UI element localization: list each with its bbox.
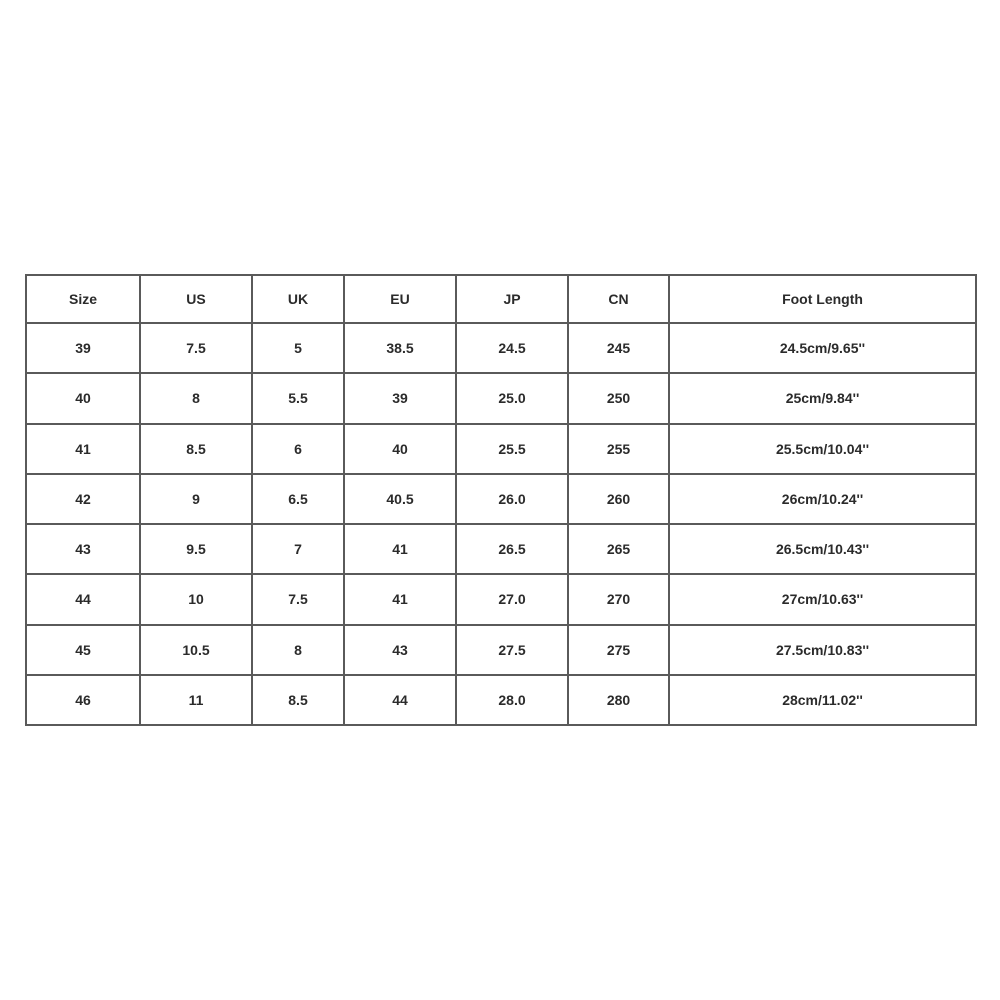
cell-eu: 41 bbox=[344, 574, 456, 624]
cell-size: 44 bbox=[26, 574, 140, 624]
cell-cn: 270 bbox=[568, 574, 669, 624]
cell-foot-length: 27cm/10.63'' bbox=[669, 574, 976, 624]
table-row bbox=[26, 524, 976, 574]
cell-cn: 275 bbox=[568, 625, 669, 675]
cell-foot-length: 28cm/11.02'' bbox=[669, 675, 976, 725]
table-row bbox=[26, 424, 976, 474]
cell-size: 42 bbox=[26, 474, 140, 524]
cell-us: 9 bbox=[140, 474, 252, 524]
cell-eu: 41 bbox=[344, 524, 456, 574]
cell-eu: 38.5 bbox=[344, 323, 456, 373]
cell-eu: 40 bbox=[344, 424, 456, 474]
table-body bbox=[26, 323, 976, 725]
cell-size: 43 bbox=[26, 524, 140, 574]
cell-cn: 280 bbox=[568, 675, 669, 725]
cell-uk: 5 bbox=[252, 323, 344, 373]
cell-eu: 43 bbox=[344, 625, 456, 675]
header-cn: CN bbox=[568, 275, 669, 323]
table-row bbox=[26, 625, 976, 675]
table-header bbox=[26, 275, 976, 323]
cell-jp: 26.5 bbox=[456, 524, 568, 574]
cell-jp: 25.0 bbox=[456, 373, 568, 423]
table-row bbox=[26, 373, 976, 423]
cell-us: 11 bbox=[140, 675, 252, 725]
cell-us: 7.5 bbox=[140, 323, 252, 373]
cell-size: 46 bbox=[26, 675, 140, 725]
cell-jp: 25.5 bbox=[456, 424, 568, 474]
cell-uk: 6.5 bbox=[252, 474, 344, 524]
table-row bbox=[26, 323, 976, 373]
cell-size: 45 bbox=[26, 625, 140, 675]
table-row bbox=[26, 474, 976, 524]
cell-cn: 265 bbox=[568, 524, 669, 574]
cell-cn: 245 bbox=[568, 323, 669, 373]
cell-uk: 6 bbox=[252, 424, 344, 474]
cell-jp: 28.0 bbox=[456, 675, 568, 725]
cell-us: 10 bbox=[140, 574, 252, 624]
cell-eu: 44 bbox=[344, 675, 456, 725]
cell-cn: 260 bbox=[568, 474, 669, 524]
cell-foot-length: 25cm/9.84'' bbox=[669, 373, 976, 423]
header-row bbox=[26, 275, 976, 323]
cell-foot-length: 26.5cm/10.43'' bbox=[669, 524, 976, 574]
cell-foot-length: 27.5cm/10.83'' bbox=[669, 625, 976, 675]
cell-uk: 8.5 bbox=[252, 675, 344, 725]
cell-eu: 39 bbox=[344, 373, 456, 423]
table-row bbox=[26, 574, 976, 624]
cell-size: 41 bbox=[26, 424, 140, 474]
cell-jp: 27.5 bbox=[456, 625, 568, 675]
cell-jp: 24.5 bbox=[456, 323, 568, 373]
cell-jp: 26.0 bbox=[456, 474, 568, 524]
cell-size: 40 bbox=[26, 373, 140, 423]
cell-jp: 27.0 bbox=[456, 574, 568, 624]
cell-cn: 255 bbox=[568, 424, 669, 474]
header-foot-length: Foot Length bbox=[669, 275, 976, 323]
header-us: US bbox=[140, 275, 252, 323]
cell-us: 9.5 bbox=[140, 524, 252, 574]
cell-us: 8 bbox=[140, 373, 252, 423]
header-jp: JP bbox=[456, 275, 568, 323]
cell-us: 8.5 bbox=[140, 424, 252, 474]
table-row bbox=[26, 675, 976, 725]
header-uk: UK bbox=[252, 275, 344, 323]
cell-eu: 40.5 bbox=[344, 474, 456, 524]
header-size: Size bbox=[26, 275, 140, 323]
cell-size: 39 bbox=[26, 323, 140, 373]
cell-uk: 5.5 bbox=[252, 373, 344, 423]
cell-foot-length: 26cm/10.24'' bbox=[669, 474, 976, 524]
cell-us: 10.5 bbox=[140, 625, 252, 675]
cell-foot-length: 25.5cm/10.04'' bbox=[669, 424, 976, 474]
cell-uk: 7 bbox=[252, 524, 344, 574]
size-chart-table bbox=[25, 274, 977, 726]
cell-cn: 250 bbox=[568, 373, 669, 423]
cell-uk: 8 bbox=[252, 625, 344, 675]
cell-foot-length: 24.5cm/9.65'' bbox=[669, 323, 976, 373]
header-eu: EU bbox=[344, 275, 456, 323]
cell-uk: 7.5 bbox=[252, 574, 344, 624]
